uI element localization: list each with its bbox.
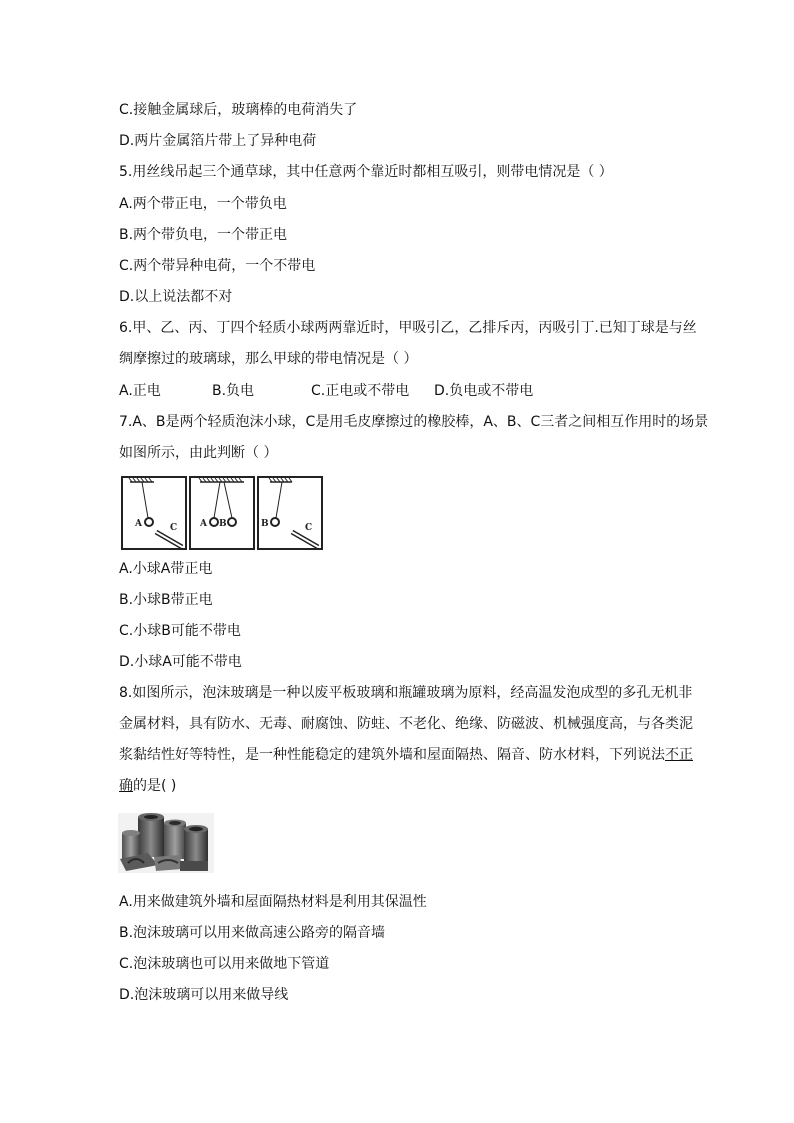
q8-underlined-not-correct: 不正 [665, 747, 693, 763]
q7-label-a2: A [200, 519, 207, 529]
q7-label-a1: A [135, 519, 142, 529]
q6-option-d: D.负电或不带电 [434, 383, 534, 399]
q7-label-c3: C [305, 523, 313, 533]
q7-stem-line2: 如图所示，由此判断（ ） [119, 445, 278, 461]
q8-stem-line3-text: 浆黏结性好等特性，是一种性能稳定的建筑外墙和屋面隔热、隔音、防水材料，下列说法 [119, 747, 665, 763]
q5-option-a: A.两个带正电，一个带负电 [119, 196, 287, 212]
q7-figure [120, 475, 326, 551]
q8-stem-line4-text: 的是( ) [133, 778, 177, 794]
q6-stem-line2: 绸摩擦过的玻璃球，那么甲球的带电情况是（ ） [119, 351, 418, 367]
q8-option-d: D.泡沫玻璃可以用来做导线 [119, 987, 289, 1003]
q6-stem-line1: 6.甲、乙、丙、丁四个轻质小球两两靠近时，甲吸引乙，乙排斥丙，丙吸引丁.已知丁球是与丝 [119, 320, 697, 336]
q7-label-c1: C [170, 523, 178, 533]
q7-label-b3: B [261, 519, 269, 529]
q4-option-d: D.两片金属箔片带上了异种电荷 [119, 133, 317, 149]
q8-stem-line3 [119, 745, 693, 765]
q7-option-d: D.小球A可能不带电 [119, 654, 242, 670]
q8-stem-line4 [119, 776, 176, 796]
q8-option-b: B.泡沫玻璃可以用来做高速公路旁的隔音墙 [119, 925, 386, 941]
q6-option-b: B.负电 [212, 383, 255, 399]
q7-figure-panel-3 [258, 477, 322, 549]
q7-option-c: C.小球B可能不带电 [119, 623, 241, 639]
q6-option-c: C.正电或不带电 [311, 383, 410, 399]
q7-label-b2: B [219, 519, 227, 529]
q7-figure-panel-1 [122, 477, 186, 549]
q6-option-a: A.正电 [119, 383, 161, 399]
q8-option-a: A.用来做建筑外墙和屋面隔热材料是利用其保温性 [119, 894, 427, 910]
q8-stem-line2: 金属材料，具有防水、无毒、耐腐蚀、防蛀、不老化、绝缘、防磁波、机械强度高，与各类泥 [119, 716, 693, 732]
q7-figure-panel-2 [190, 477, 254, 549]
q8-option-c: C.泡沫玻璃也可以用来做地下管道 [119, 956, 330, 972]
q5-stem: 5.用丝线吊起三个通草球，其中任意两个靠近时都相互吸引，则带电情况是（ ） [119, 164, 613, 180]
q4-option-c: C.接触金属球后，玻璃棒的电荷消失了 [119, 102, 358, 118]
q5-option-b: B.两个带负电，一个带正电 [119, 227, 288, 243]
q7-stem-line1: 7.A、B是两个轻质泡沫小球，C是用毛皮摩擦过的橡胶棒，A、B、C三者之间相互作用时的场景 [119, 414, 709, 430]
q5-option-d: D.以上说法都不对 [119, 289, 233, 305]
foam-glass-photo [118, 813, 214, 873]
q8-underlined-que: 确 [119, 778, 133, 794]
q5-option-c: C.两个带异种电荷，一个不带电 [119, 258, 316, 274]
q8-stem-line1: 8.如图所示，泡沫玻璃是一种以废平板玻璃和瓶罐玻璃为原料，经高温发泡成型的多孔无机非 [119, 685, 693, 701]
q7-option-a: A.小球A带正电 [119, 561, 213, 577]
q6-options [119, 381, 533, 401]
q7-option-b: B.小球B带正电 [119, 592, 213, 608]
